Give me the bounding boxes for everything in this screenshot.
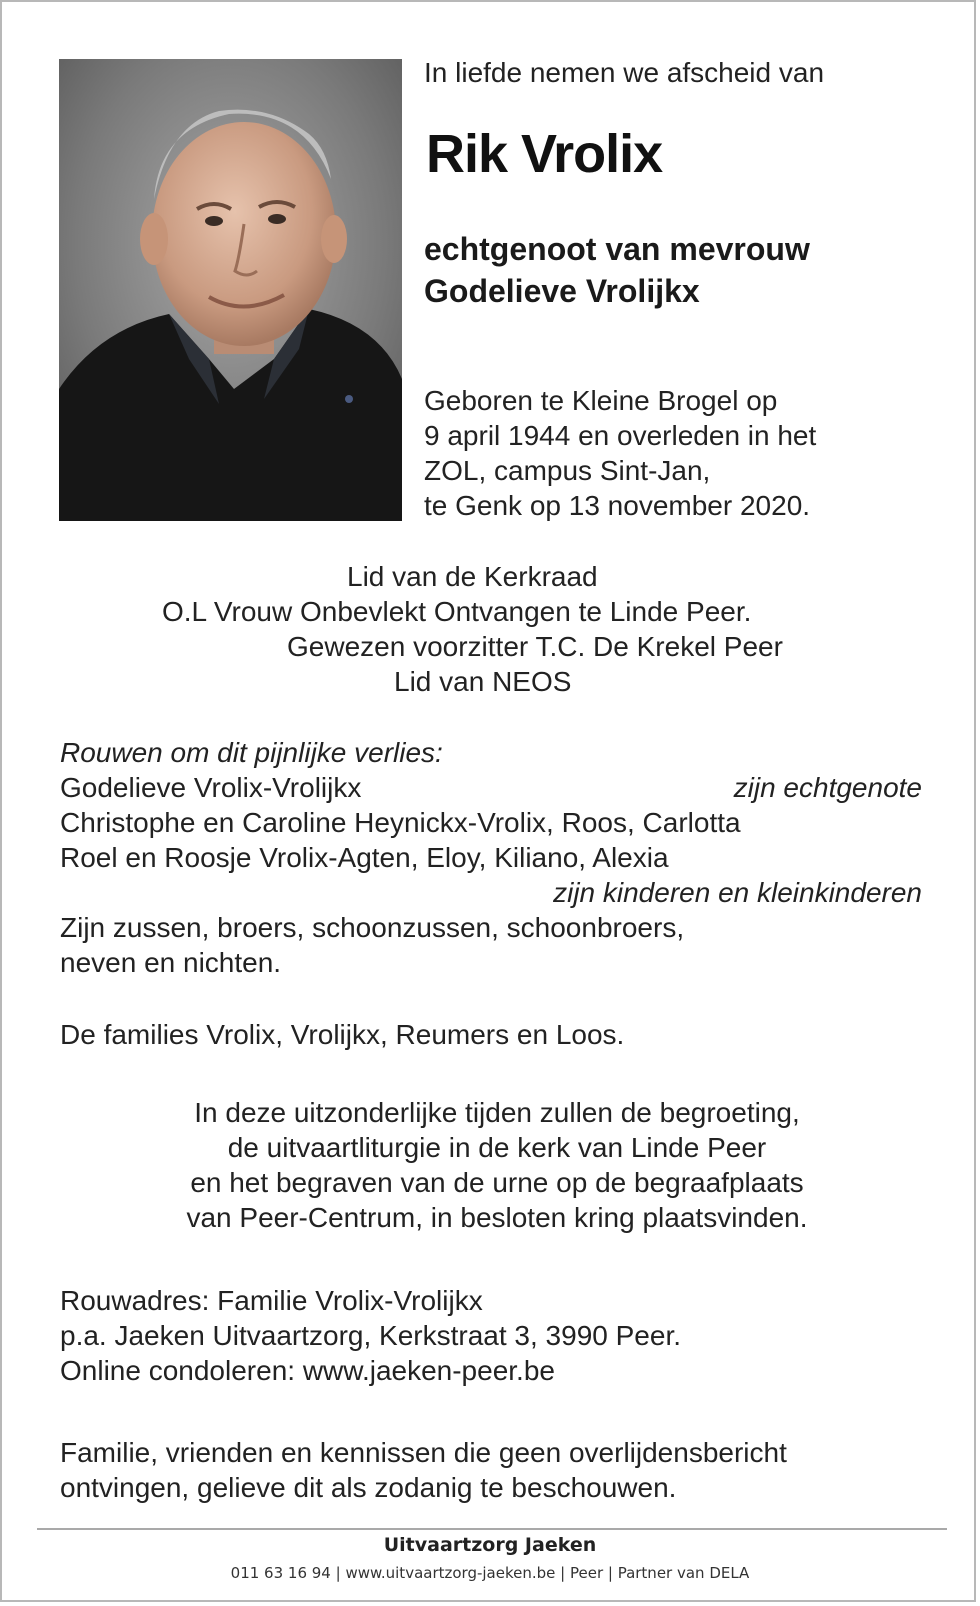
spouse-line-1: echtgenoot van mevrouw [424,231,810,267]
birth-death-details [424,383,816,523]
closing-line: ontvingen, gelieve dit als zodanig te beschouwen. [60,1472,677,1503]
birth-line: 9 april 1944 en overleden in het [424,420,817,451]
birth-line: Geboren te Kleine Brogel op [424,385,778,416]
address-line: Rouwadres: Familie Vrolix-Vrolijkx [60,1285,483,1316]
mourner-name: Godelieve Vrolix-Vrolijkx [60,772,362,803]
spouse-block [424,228,810,312]
membership-line: O.L Vrouw Onbevlekt Ontvangen te Linde Peer. [162,596,752,627]
notice-line: van Peer-Centrum, in besloten kring plaatsvinden. [186,1202,808,1233]
families-line: De families Vrolix, Vrolijkx, Reumers en Loos. [60,1019,625,1050]
mourner-row: neven en nichten. [60,947,282,978]
mourner-role: zijn kinderen en kleinkinderen [553,877,922,908]
birth-line: ZOL, campus Sint-Jan, [424,455,711,486]
mourner-row: Roel en Roosje Vrolix-Agten, Eloy, Kiliano, Alexia [60,842,669,873]
closing-line: Familie, vrienden en kennissen die geen overlijdensbericht [60,1437,787,1468]
footer-info: 011 63 16 94 | www.uitvaartzorg-jaeken.be | Peer | Partner van DELA [230,1564,750,1582]
membership-line: Lid van NEOS [394,666,572,697]
mourner-role: zijn echtgenote [733,772,922,803]
closing-note [60,1435,787,1505]
mourner-row [60,770,922,805]
mourners-heading: Rouwen om dit pijnlijke verlies: [60,737,443,768]
birth-line: te Genk op 13 november 2020. [424,490,811,521]
intro-text: In liefde nemen we afscheid van [424,57,825,88]
address-line: p.a. Jaeken Uitvaartzorg, Kerkstraat 3, 3990 Peer. [60,1320,682,1351]
deceased-name: Rik Vrolix [426,124,663,184]
notice-line: de uitvaartliturgie in de kerk van Linde Peer [227,1132,767,1163]
footer-title: Uitvaartzorg Jaeken [383,1534,597,1556]
notice-line: In deze uitzonderlijke tijden zullen de begroeting, [194,1097,800,1128]
footer-divider [37,1528,947,1530]
memberships-block [132,559,852,699]
notice-line: en het begraven van de urne op de begraafplaats [190,1167,804,1198]
mourner-row: Zijn zussen, broers, schoonzussen, schoonbroers, [60,912,685,943]
membership-line: Lid van de Kerkraad [347,561,598,592]
portrait-photo [59,59,402,521]
mourner-row [60,875,922,910]
ceremony-notice [102,1095,892,1235]
address-block [60,1283,681,1388]
mourners-block [60,735,922,980]
mourner-row: Christophe en Caroline Heynickx-Vrolix, Roos, Carlotta [60,807,741,838]
condolence-link[interactable]: Online condoleren: www.jaeken-peer.be [60,1355,555,1386]
membership-line: Gewezen voorzitter T.C. De Krekel Peer [287,631,783,662]
spouse-line-2: Godelieve Vrolijkx [424,273,700,309]
